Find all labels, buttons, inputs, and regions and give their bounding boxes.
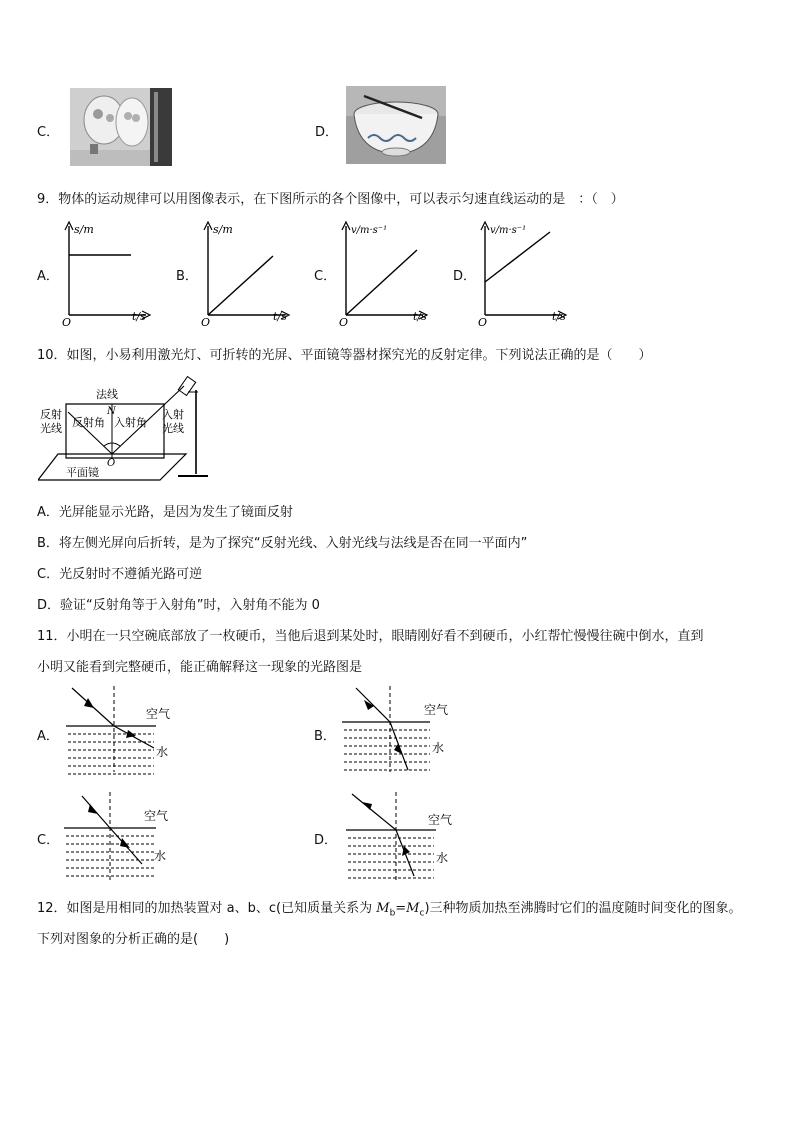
q9-graph-c	[335, 220, 445, 328]
q9-graph-b	[197, 220, 297, 328]
q9-graph-d	[474, 220, 584, 328]
q8-option-c-label[interactable]: C．	[37, 125, 60, 140]
q11-d-water: 水	[436, 851, 449, 865]
q12-mass-symbol: M	[376, 901, 390, 916]
q11-diagram-a	[62, 684, 192, 778]
q10-incident-label2: 光线	[162, 422, 184, 435]
q10-reflected-label: 反射	[40, 408, 62, 421]
q9-d-xlabel: t/s	[552, 310, 566, 323]
q9-graph-a	[58, 220, 158, 328]
q10-reflected-label2: 光线	[40, 422, 62, 435]
q10-reflect-angle-label: 反射角	[72, 416, 105, 429]
q12-stem-pre: 12．如图是用相同的加热装置对 a、b、c(已知质量关系为	[37, 901, 377, 916]
q9-d-ylabel: v/m·s⁻¹	[490, 225, 527, 236]
q12-sub-c: c	[419, 908, 425, 919]
q9-c-ylabel: v/m·s⁻¹	[351, 225, 388, 236]
q12-stem-line2: 下列对图象的分析正确的是( )	[37, 932, 230, 947]
q10-o-label: O	[107, 458, 116, 469]
q10-option-c[interactable]: C．光反射时不遵循光路可逆	[37, 567, 203, 582]
q11-a-water: 水	[156, 745, 169, 759]
q8-option-d-label[interactable]: D．	[315, 125, 339, 140]
q12-sub-b: b	[389, 908, 396, 919]
q11-c-water: 水	[154, 849, 167, 863]
q10-option-d[interactable]: D．验证“反射角等于入射角”时，入射角不能为 0	[37, 598, 320, 613]
q11-option-c-label[interactable]: C．	[37, 833, 60, 848]
q11-b-air: 空气	[424, 703, 449, 717]
q8-option-c-photo	[70, 88, 172, 166]
q10-incident-angle-label: 入射角	[114, 416, 147, 429]
q11-option-a-label[interactable]: A．	[37, 729, 59, 744]
q11-b-water: 水	[432, 741, 445, 755]
q12-stem-line1	[37, 897, 742, 919]
q11-option-d-label[interactable]: D．	[314, 833, 338, 848]
q10-mirror-label: 平面镜	[66, 466, 99, 479]
q9-c-origin: O	[339, 316, 349, 328]
q10-option-b[interactable]: B．将左侧光屏向后折转，是为了探究“反射光线、入射光线与法线是否在同一平面内”	[37, 536, 528, 551]
q10-figure	[38, 368, 218, 490]
q9-b-origin: O	[201, 316, 211, 328]
q9-stem: 9．物体的运动规律可以用图像表示，在下图所示的各个图像中，可以表示匀速直线运动的是 ：（ ）	[37, 192, 624, 207]
q10-n-label: N	[107, 406, 116, 417]
q11-a-air: 空气	[146, 707, 171, 721]
q10-option-a[interactable]: A．光屏能显示光路，是因为发生了镜面反射	[37, 505, 293, 520]
q10-incident-label: 入射	[162, 408, 184, 421]
q11-stem-line2: 小明又能看到完整硬币，能正确解释这一现象的光路图是	[37, 660, 363, 675]
q9-c-xlabel: t/s	[413, 310, 427, 323]
q9-option-d-label[interactable]: D．	[453, 269, 477, 284]
q11-d-air: 空气	[428, 813, 453, 827]
q11-option-b-label[interactable]: B．	[314, 729, 336, 744]
q11-diagram-b	[340, 684, 470, 778]
q9-option-a-label[interactable]: A．	[37, 269, 59, 284]
q9-a-ylabel: s/m	[74, 223, 94, 236]
q11-diagram-d	[340, 790, 470, 884]
q9-option-b-label[interactable]: B．	[176, 269, 198, 284]
q8-option-d-photo	[346, 86, 446, 164]
q12-eq: =M	[395, 901, 420, 916]
q9-b-xlabel: t/s	[273, 310, 287, 323]
q9-b-ylabel: s/m	[213, 223, 233, 236]
q9-d-origin: O	[478, 316, 488, 328]
q9-a-origin: O	[62, 316, 72, 328]
q12-stem-post: )三种物质加热至沸腾时它们的温度随时间变化的图象。	[424, 901, 742, 916]
q9-option-c-label[interactable]: C．	[314, 269, 337, 284]
q9-a-xlabel: t/s	[132, 310, 146, 323]
q11-diagram-c	[62, 790, 192, 884]
q10-normal-label: 法线	[96, 388, 118, 401]
q11-stem-line1: 11．小明在一只空碗底部放了一枚硬币，当他后退到某处时，眼睛刚好看不到硬币，小红帮忙慢慢往碗中倒水，直到	[37, 629, 704, 644]
q10-stem: 10．如图，小易利用激光灯、可折转的光屏、平面镜等器材探究光的反射定律。下列说法正确的是（ ）	[37, 348, 652, 363]
q11-c-air: 空气	[144, 809, 169, 823]
